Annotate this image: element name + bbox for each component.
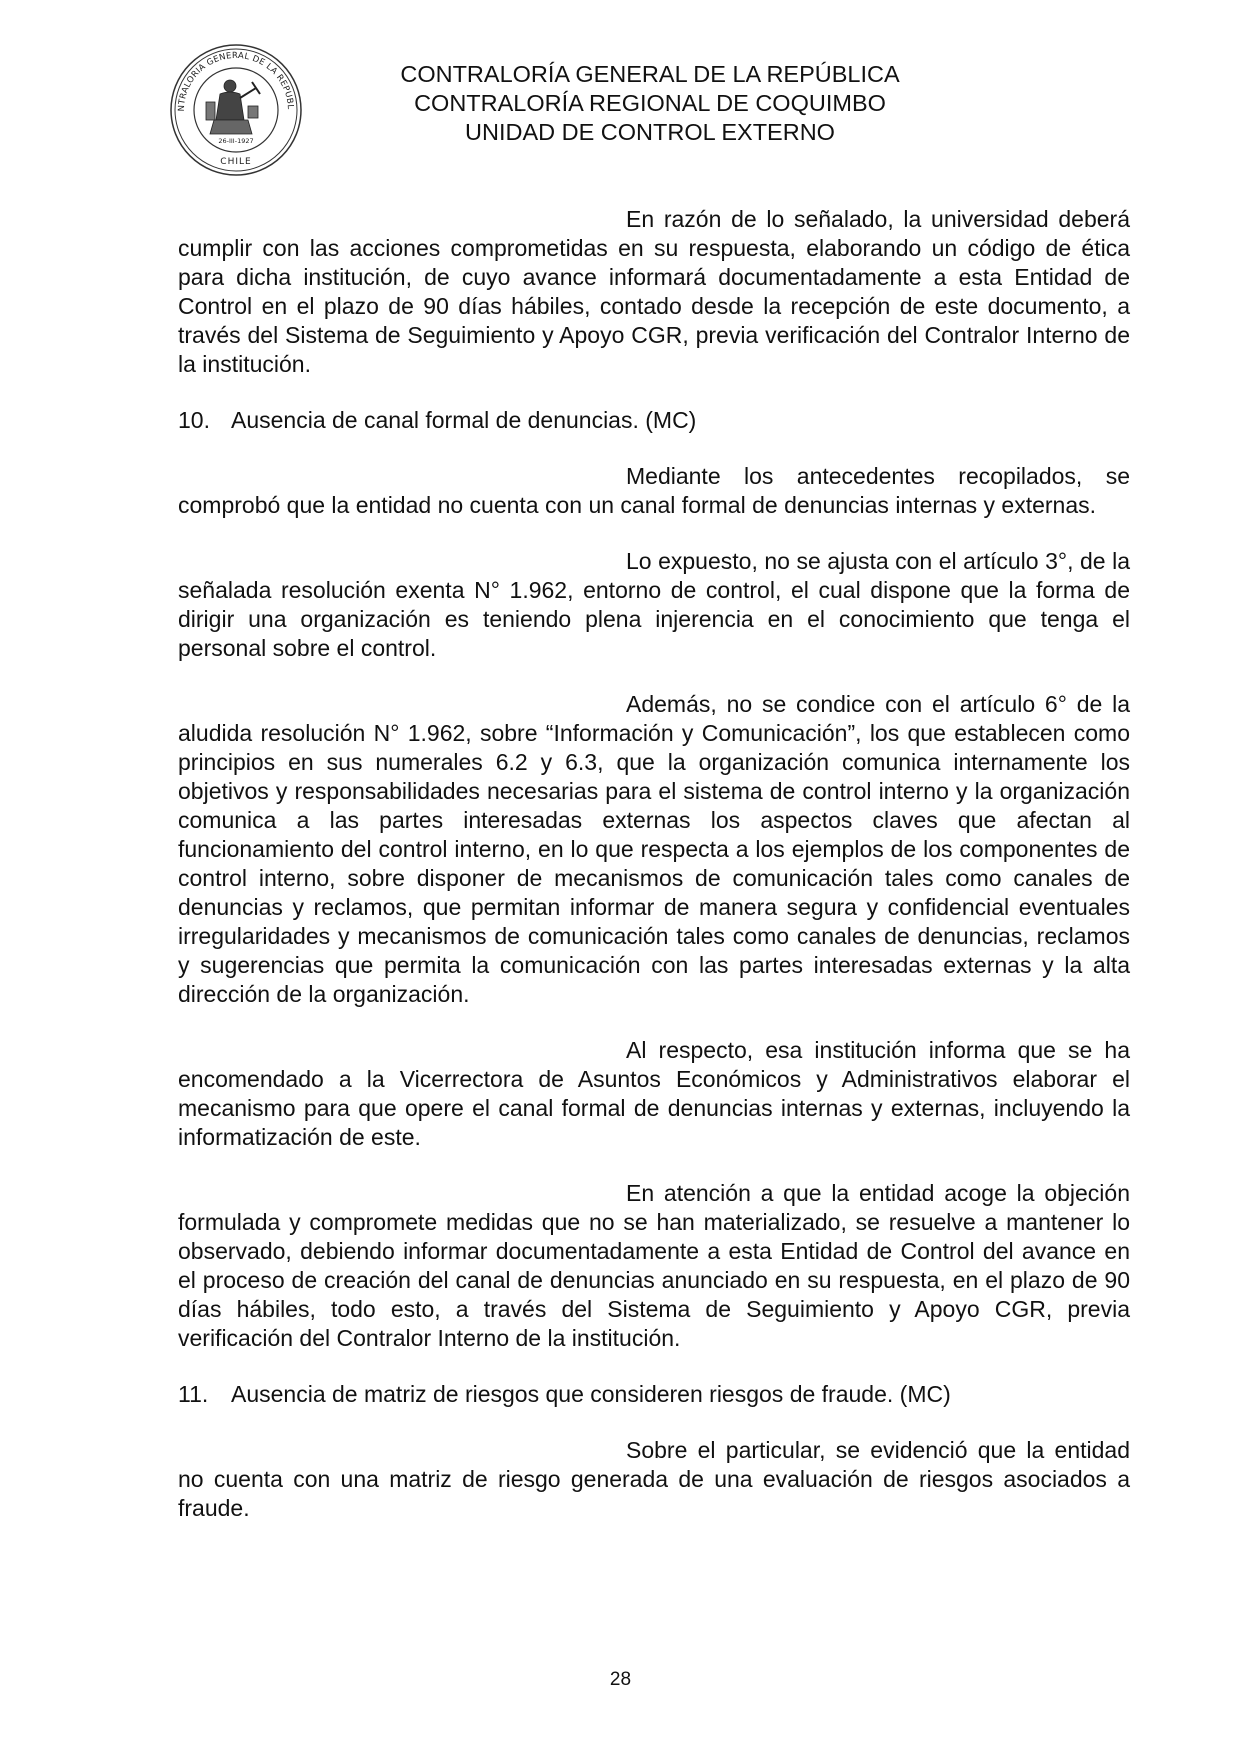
header-line-2: CONTRALORÍA REGIONAL DE COQUIMBO — [414, 90, 886, 116]
header-line-3: UNIDAD DE CONTROL EXTERNO — [465, 119, 835, 145]
contraloria-seal — [168, 42, 304, 178]
paragraph-7: Sobre el particular, se evidenció que la entidad no cuenta con una matriz de riesgo generada de una evaluación de riesgos asociados a fraude. — [178, 1437, 1130, 1521]
paragraph-1: En razón de lo señalado, la universidad deberá cumplir con las acciones comprometidas en su respuesta, elaborando un código de ética para dicha institución, de cuyo avance informará documentadamente a esta Entidad de Control en el plazo de 90 días hábiles, contado desde la recepción de este documento, a través del Sistema de Seguimiento y Apoyo CGR, previa verificación del Contralor Interno de la institución. — [178, 206, 1130, 377]
paragraph-5: Al respecto, esa institución informa que se ha encomendado a la Vicerrectora de Asuntos Económicos y Administrativos elaborar el mecanismo para que opere el canal formal de denuncias internas y externas, incluyendo la informatización de este. — [178, 1037, 1130, 1150]
seal-country: CHILE — [220, 157, 252, 167]
section-title-11: Ausencia de matriz de riesgos que consideren riesgos de fraude. (MC) — [231, 1381, 951, 1407]
page-number: 28 — [609, 1669, 632, 1690]
section-number-11: 11. — [178, 1381, 209, 1407]
seal-ring-text: NTRALORIA GENERAL DE LA REPUBL — [176, 50, 296, 112]
paragraph-2: Mediante los antecedentes recopilados, se comprobó que la entidad no cuenta con un canal formal de denuncias internas y externas. — [178, 463, 1130, 518]
paragraph-3: Lo expuesto, no se ajusta con el artículo 3°, de la señalada resolución exenta N° 1.962, entorno de control, el cual dispone que la forma de dirigir una organización es teniendo plena injerencia en el conocimiento que tenga el personal sobre el control. — [178, 548, 1130, 661]
seal-date: 26-III-1927 — [218, 137, 254, 145]
paragraph-6: En atención a que la entidad acoge la objeción formulada y compromete medidas que no se han materializado, se resuelve a mantener lo observado, debiendo informar documentadamente a esta Entidad de Control del avance en el proceso de creación del canal de denuncias anunciado en su respuesta, en el plazo de 90 días hábiles, todo esto, a través del Sistema de Seguimiento y Apoyo CGR, previa verificación del Contralor Interno de la institución. — [178, 1180, 1130, 1351]
document-body — [178, 205, 1130, 1550]
section-number-10: 10. — [178, 407, 210, 433]
header-line-1: CONTRALORÍA GENERAL DE LA REPÚBLICA — [400, 61, 900, 87]
section-heading-10 — [178, 406, 1130, 435]
section-title-10: Ausencia de canal formal de denuncias. (MC) — [231, 407, 697, 433]
section-heading-11 — [178, 1380, 1130, 1409]
document-header — [340, 60, 960, 147]
paragraph-4: Además, no se condice con el artículo 6° de la aludida resolución N° 1.962, sobre “Información y Comunicación”, los que establecen como principios en sus numerales 6.2 y 6.3, que la organización comunica internamente los objetivos y responsabilidades necesarias para el sistema de control interno y la organización comunica a las partes interesadas externas los aspectos claves que afectan al funcionamiento del control interno, en lo que respecta a los ejemplos de los componentes de control interno, sobre disponer de mecanismos de comunicación tales como canales de denuncias y reclamos, que permitan informar de manera segura y confidencial eventuales irregularidades y mecanismos de comunicación tales como canales de denuncias, reclamos y sugerencias que permita la comunicación con las partes interesadas externas y la alta dirección de la organización. — [178, 691, 1130, 1007]
